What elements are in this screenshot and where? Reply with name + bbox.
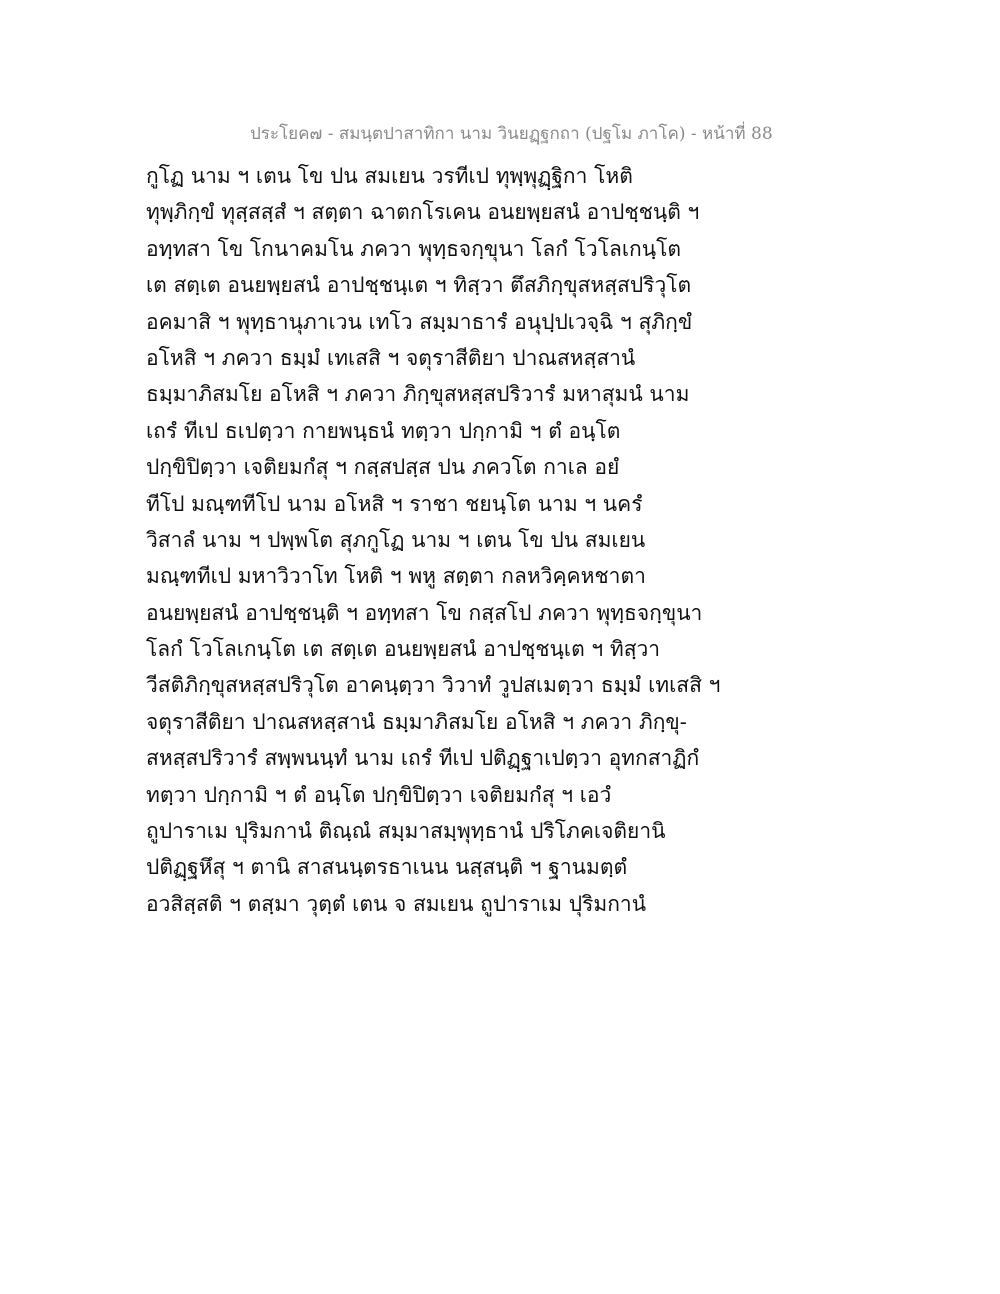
text-line: มณฺฑทีเป มหาวิวาโท โหติ ฯ พหู สตฺตา กลหวิคฺคหชาตา [146, 564, 646, 589]
text-line: อวสิสฺสติ ฯ ตสฺมา วุตฺตํ เตน จ สมเยน ถูปาราเม ปุริมกานํ [146, 891, 647, 916]
text-line: อนยพฺยสนํ อาปชฺชนฺติ ฯ อทฺทสา โข กสฺสโป ภควา พุทฺธจกฺขุนา [146, 600, 703, 625]
text-line: กูโฏ นาม ฯ เตน โข ปน สมเยน วรทีเป ทุพฺพุฏฺฐิกา โหติ [146, 164, 633, 188]
text-line: วิสาลํ นาม ฯ ปพฺพโต สุภกูโฏ นาม ฯ เตน โข ปน สมเยน [146, 527, 646, 552]
text-line: ถูปาราเม ปุริมกานํ ติณฺณํ สมฺมาสมฺพุทฺธานํ ปริโภคเจติยานิ [146, 819, 666, 844]
text-line: สหสฺสปริวารํ สพฺพนนฺทํ นาม เถรํ ทีเป ปติฏฺฐาเปตฺวา อุทกสาฏิกํ [146, 746, 700, 771]
text-line: ทตฺวา ปกฺกามิ ฯ ตํ อนฺโต ปกฺขิปิตฺวา เจติยมกํสุ ฯ เอวํ [146, 782, 612, 807]
text-line: เถรํ ทีเป ธเปตฺวา กายพนฺธนํ ทตฺวา ปกฺกามิ ฯ ตํ อนฺโต [146, 418, 621, 443]
text-line: อโหสิ ฯ ภควา ธมฺมํ เทเสสิ ฯ จตุราสีติยา ปาณสหสฺสานํ [146, 345, 636, 370]
body-text [146, 158, 721, 922]
text-line: ทีโป มณฺฑทีโป นาม อโหสิ ฯ ราชา ชยนฺโต นาม ฯ นครํ [146, 491, 643, 516]
text-line: อทฺทสา โข โกนาคมโน ภควา พุทฺธจกฺขุนา โลกํ โวโลเกนฺโต [146, 236, 682, 261]
text-line: ปกฺขิปิตฺวา เจติยมกํสุ ฯ กสฺสปสฺส ปน ภควโต กาเล อยํ [146, 455, 620, 480]
text-line: ธมฺมาภิสมโย อโหสิ ฯ ภควา ภิกฺขุสหสฺสปริวารํ มหาสุมนํ นาม [146, 382, 690, 407]
text-line: เต สตฺเต อนยพฺยสนํ อาปชฺชนฺเต ฯ ทิสฺวา ตึสภิกฺขุสหสฺสปริวุโต [146, 273, 692, 298]
running-header: ประโยค๗ - สมนฺตปาสาทิกา นาม วินยฏฺฐกถา (ปฐโม ภาโค) - หน้าที่ 88 [250, 124, 773, 144]
text-line: จตุราสีติยา ปาณสหสฺสานํ ธมฺมาภิสมโย อโหสิ ฯ ภควา ภิกฺขุ- [146, 709, 687, 734]
text-line: ปติฏฺฐหึสุ ฯ ตานิ สาสนนฺตรธาเนน นสฺสนฺติ ฯ ฐานมตฺตํ [146, 855, 628, 880]
text-line: โลกํ โวโลเกนฺโต เต สตฺเต อนยพฺยสนํ อาปชฺชนฺเต ฯ ทิสฺวา [146, 637, 661, 662]
text-line: อคมาสิ ฯ พุทฺธานุภาเวน เทโว สมฺมาธารํ อนุปฺปเวจฺฉิ ฯ สุภิกฺขํ [146, 309, 693, 334]
text-line: วีสติภิกฺขุสหสฺสปริวุโต อาคนฺตฺวา วิวาทํ วูปสเมตฺวา ธมฺมํ เทเสสิ ฯ [146, 673, 721, 698]
text-line: ทุพฺภิกฺขํ ทุสฺสสฺสํ ฯ สตฺตา ฉาตกโรเคน อนยพฺยสนํ อาปชฺชนฺติ ฯ [146, 200, 700, 225]
